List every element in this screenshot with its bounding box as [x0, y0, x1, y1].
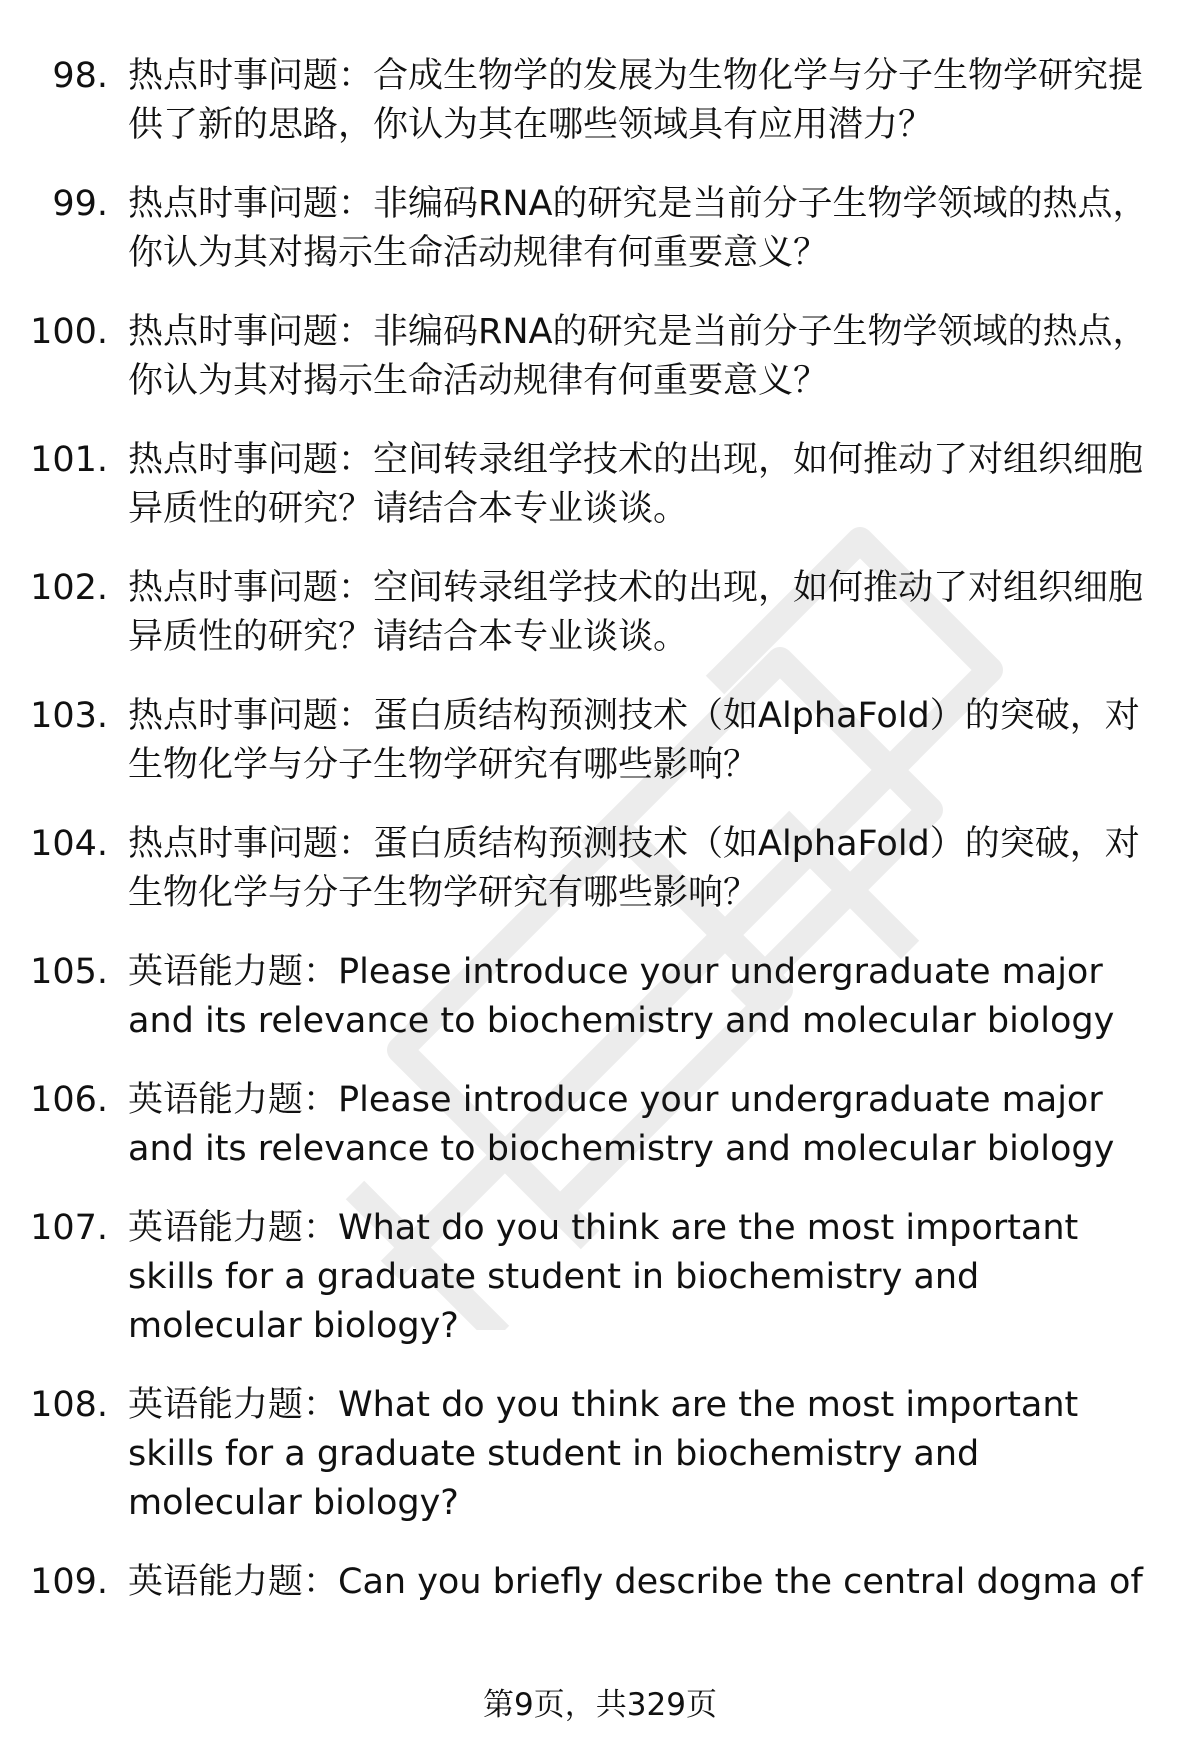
page-footer: 第9页，共329页	[483, 1687, 717, 1723]
question-text: 热点时事问题：非编码RNA的研究是当前分子生物学领域的热点，你认为其对揭示生命活动规律有何重要意义？	[128, 312, 1148, 401]
question-item-108	[0, 1381, 1200, 1526]
question-item-105	[0, 948, 1200, 1044]
question-number: 105.	[30, 952, 108, 992]
question-text: 英语能力题：What do you think are the most important skills for a graduate student in biochemistry and molecular biology?	[128, 1385, 1079, 1523]
question-number: 101.	[30, 440, 108, 480]
question-item-102	[0, 564, 1200, 660]
question-number: 108.	[30, 1385, 108, 1425]
question-text: 热点时事问题：蛋白质结构预测技术（如AlphaFold）的突破，对生物化学与分子生物学研究有哪些影响？	[128, 824, 1140, 913]
question-item-99	[0, 180, 1200, 276]
question-text: 热点时事问题：蛋白质结构预测技术（如AlphaFold）的突破，对生物化学与分子生物学研究有哪些影响？	[128, 696, 1140, 785]
question-item-107	[0, 1204, 1200, 1349]
question-number: 109.	[30, 1562, 108, 1602]
question-text: 热点时事问题：空间转录组学技术的出现，如何推动了对组织细胞异质性的研究？请结合本专业谈谈。	[128, 440, 1144, 529]
question-text: 英语能力题：Please introduce your undergraduate major and its relevance to biochemistry and molecular biology	[128, 1080, 1115, 1169]
question-number: 100.	[30, 312, 108, 352]
question-number: 98.	[52, 56, 108, 96]
question-number: 104.	[30, 824, 108, 864]
question-number: 102.	[30, 568, 108, 608]
question-text: 英语能力题：Can you briefly describe the central dogma of	[128, 1562, 1143, 1602]
question-list	[0, 52, 1200, 1639]
question-number: 103.	[30, 696, 108, 736]
question-text: 热点时事问题：非编码RNA的研究是当前分子生物学领域的热点，你认为其对揭示生命活动规律有何重要意义？	[128, 184, 1148, 273]
question-number: 99.	[52, 184, 108, 224]
question-item-109	[0, 1558, 1200, 1607]
question-text: 英语能力题：Please introduce your undergraduate major and its relevance to biochemistry and molecular biology	[128, 952, 1115, 1041]
question-number: 106.	[30, 1080, 108, 1120]
question-item-106	[0, 1076, 1200, 1172]
question-item-103	[0, 692, 1200, 788]
question-text: 热点时事问题：合成生物学的发展为生物化学与分子生物学研究提供了新的思路，你认为其在哪些领域具有应用潜力？	[128, 56, 1144, 145]
question-text: 热点时事问题：空间转录组学技术的出现，如何推动了对组织细胞异质性的研究？请结合本专业谈谈。	[128, 568, 1144, 657]
question-item-104	[0, 820, 1200, 916]
question-text: 英语能力题：What do you think are the most important skills for a graduate student in biochemistry and molecular biology?	[128, 1208, 1079, 1346]
question-item-98	[0, 52, 1200, 148]
question-item-100	[0, 308, 1200, 404]
question-item-101	[0, 436, 1200, 532]
question-number: 107.	[30, 1208, 108, 1248]
